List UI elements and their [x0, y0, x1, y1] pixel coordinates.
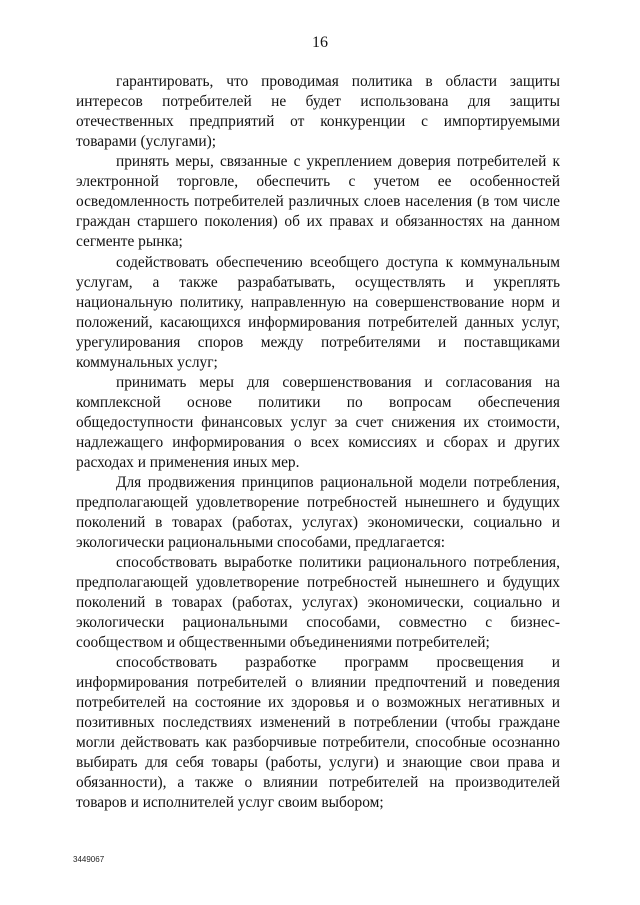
- page-number: 16: [312, 34, 328, 51]
- paragraph: Для продвижения принципов рациональной модели потребления, предполагающей удовлетворение потребностей нынешнего и будущих поколений в товарах (работах, услугах) экономически, социально и экологически рациональными способами, предлагается:: [76, 474, 560, 551]
- paragraph: гарантировать, что проводимая политика в области защиты интересов потребителей не будет использована для защиты отечественных предприятий от конкуренции с импортируемыми товарами (услугами);: [76, 73, 560, 150]
- document-code: 3449067: [73, 855, 105, 864]
- paragraph: содействовать обеспечению всеобщего доступа к коммунальным услугам, а также разрабатывать, осуществлять и укреплять национальную политику, направленную на совершенствование норм и положений, касающихся информирования потребителей данных услуг, урегулирования споров между потребителями и поставщиками коммунальных услуг;: [76, 254, 560, 371]
- document-body: [76, 72, 560, 813]
- paragraph: способствовать выработке политики рационального потребления, предполагающей удовлетворение потребностей нынешнего и будущих поколений в товарах (работах, услугах) экономически, социально и экологически рациональными способами, совместно с бизнес-сообществом и общественными объединениями потребителей;: [76, 554, 560, 651]
- paragraph: принимать меры для совершенствования и согласования на комплексной основе политики по вопросам обеспечения общедоступности финансовых услуг за счет снижения их стоимости, надлежащего информирования о всех комиссиях и сборах и других расходах и применения иных мер.: [76, 374, 560, 471]
- paragraph: принять меры, связанные с укреплением доверия потребителей к электронной торговле, обеспечить с учетом ее особенностей осведомленность потребителей различных слоев населения (в том числе граждан старшего поколения) об их правах и обязанностях на данном сегменте рынка;: [76, 153, 560, 250]
- paragraph: способствовать разработке программ просвещения и информирования потребителей о влиянии предпочтений и поведения потребителей на состояние их здоровья и о возможных негативных и позитивных последствиях изменений в потреблении (чтобы граждане могли действовать как разборчивые потребители, способные осознанно выбирать для себя товары (работы, услуги) и знающие свои права и обязанности), а также о влиянии потребителей на производителей товаров и исполнителей услуг своим выбором;: [76, 654, 560, 811]
